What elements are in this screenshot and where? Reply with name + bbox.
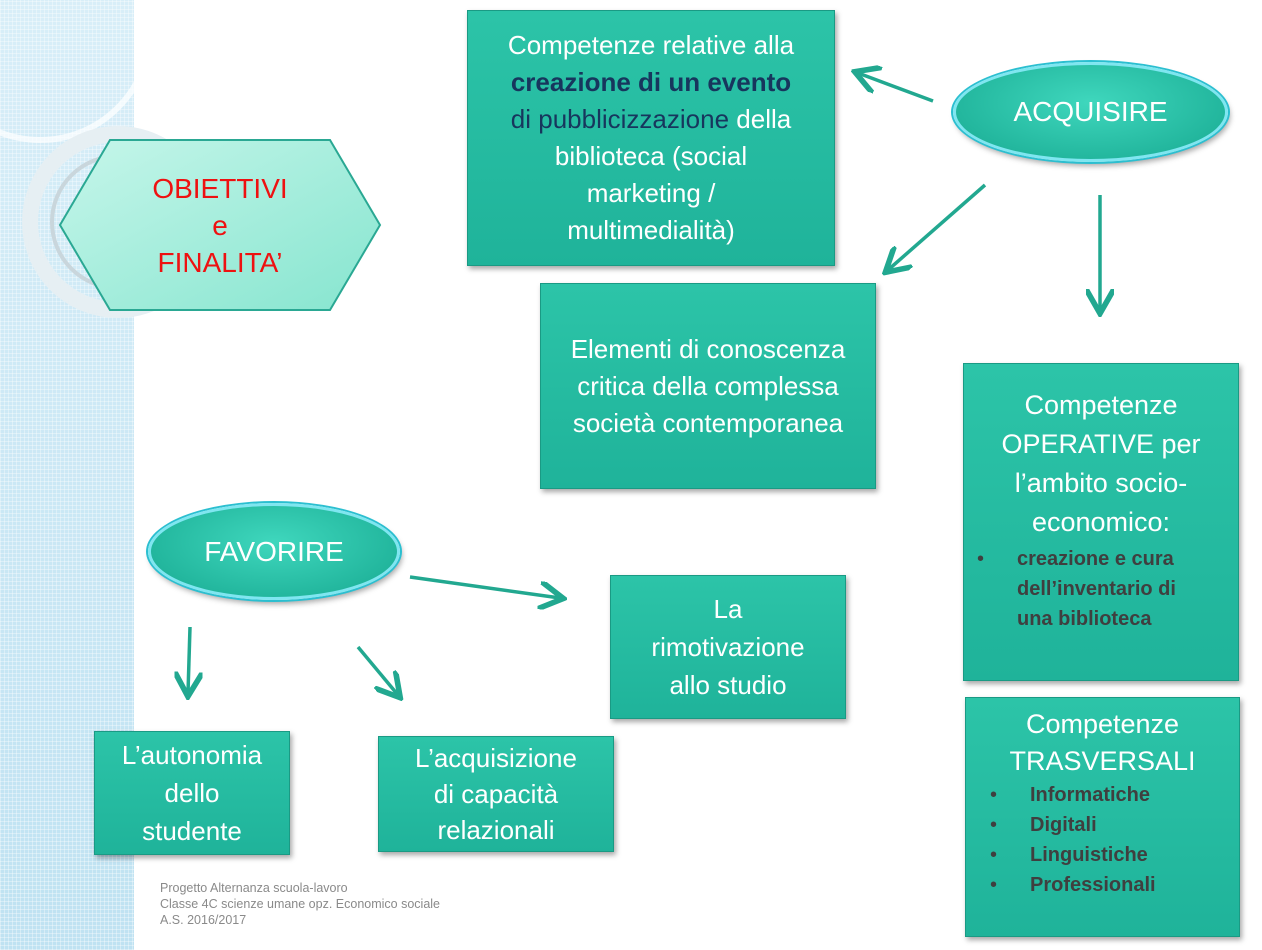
box-operative-line: OPERATIVE per [1001,429,1201,459]
bullet-item [1030,810,1156,840]
box-evento-text: della [729,104,792,134]
box-operative-line: economico: [1031,507,1171,537]
box-operative-line: Competenze [1024,390,1178,420]
box-relazionali [378,736,614,852]
box-evento-line: Competenze relative alla [507,30,795,60]
arrow-favorire-to-rimotivazione [410,577,560,598]
bullet-text: Professionali [1030,874,1156,896]
box-evento [467,10,835,266]
box-rimotivazione-line: allo studio [669,670,787,700]
arrow-acquisire-to-conoscenza [888,185,985,270]
box-autonomia [94,731,290,855]
arrow-acquisire-to-evento [858,73,933,101]
box-evento-dark-text: di pubblicizzazione [510,104,730,134]
bullet-item-continued [1017,574,1176,604]
bullet-item [1017,544,1176,574]
bullet-text: una biblioteca [1017,608,1152,630]
box-evento-line: multimedialità) [567,215,735,245]
hexagon-line: OBIETTIVI [152,172,288,204]
bullet-item [1030,840,1156,870]
box-conoscenza [540,283,876,489]
bullet-text: Linguistiche [1030,844,1148,866]
footer-line: A.S. 2016/2017 [160,913,247,927]
box-relazionali-line: relazionali [437,815,555,845]
box-conoscenza-line: critica della complessa [577,370,839,401]
hexagon-line: FINALITA’ [157,246,283,278]
box-conoscenza-line: Elementi di conoscenza [570,333,846,364]
box-operative-line: l’ambito socio- [1014,468,1188,498]
bullet-text: Informatiche [1030,784,1151,806]
arrow-favorire-to-autonomia [188,627,190,693]
box-trasversali-line: TRASVERSALI [1009,746,1196,776]
box-trasversali-line: Competenze [1025,709,1180,739]
favorire-node [148,503,400,600]
box-operative-bullets [1017,544,1176,634]
bullet-text: Digitali [1030,814,1097,836]
box-rimotivazione-line: rimotivazione [651,632,805,662]
box-operative [963,363,1239,681]
footer-line: Classe 4C scienze umane opz. Economico sociale [160,897,440,911]
box-relazionali-line: di capacità [433,779,559,809]
acquisire-label: ACQUISIRE [1013,96,1168,127]
bullet-item [1030,780,1156,810]
box-evento-line: marketing / [586,178,716,208]
box-trasversali-bullets [1030,780,1156,900]
box-relazionali-line: L’acquisizione [415,743,577,773]
box-autonomia-line: dello [164,778,220,808]
footer-text [160,880,440,928]
box-trasversali [965,697,1240,937]
hexagon-label [60,140,380,310]
box-rimotivazione [610,575,846,719]
box-autonomia-line: L’autonomia [121,740,263,770]
bullet-text: creazione e cura [1017,548,1174,570]
hexagon-line: e [212,209,228,241]
box-evento-highlight: creazione di un evento [510,67,792,97]
bullet-item [1030,870,1156,900]
bullet-text: dell’inventario di [1017,578,1176,600]
box-evento-line [511,101,791,138]
favorire-label: FAVORIRE [204,535,344,567]
box-autonomia-line: studente [142,816,242,846]
box-rimotivazione-line: La [713,594,743,624]
footer-line: Progetto Alternanza scuola-lavoro [160,881,348,895]
decor-ring-top [0,0,150,140]
box-conoscenza-line: società contemporanea [572,407,844,438]
bullet-item-continued [1017,604,1176,634]
box-evento-line: biblioteca (social [554,141,748,171]
acquisire-node [953,62,1228,162]
arrow-favorire-to-relazionali [358,647,398,695]
